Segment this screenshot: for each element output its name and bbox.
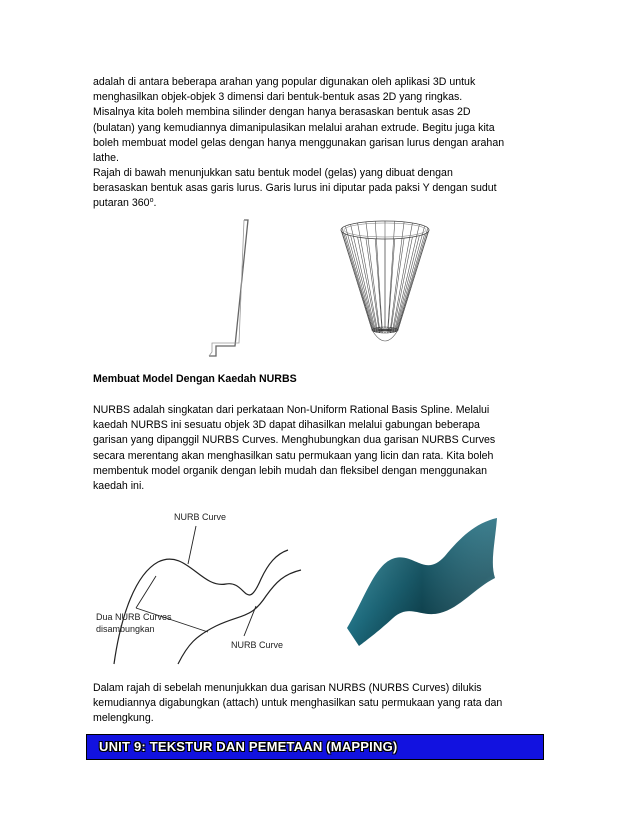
glass-wire	[345, 226, 373, 329]
profile-line	[209, 220, 248, 356]
text-line: secara merentang akan menghasilkan satu permukaan yang licin dan rata. Kita boleh	[93, 449, 494, 462]
paragraph-lathe-intro	[93, 75, 548, 166]
text-line: Dalam rajah di sebelah menunjukkan dua garisan NURBS (NURBS Curves) dilukis	[93, 682, 482, 694]
glass-wire	[397, 226, 425, 329]
text-line: adalah di antara beberapa arahan yang popular digunakan oleh aplikasi 3D untuk	[93, 76, 476, 88]
surface-shading	[347, 518, 497, 646]
leader-line-top	[188, 526, 196, 564]
glass-wire	[375, 239, 382, 333]
text-line: berasaskan bentuk asas garis lurus. Garis lurus ini diputar pada paksi Y dengan sudut	[93, 182, 497, 195]
unit-title: UNIT 9: TEKSTUR DAN PEMETAAN (MAPPING)	[99, 739, 398, 754]
profile-line-outline	[209, 220, 244, 356]
unit-heading-bar	[86, 734, 544, 760]
text-segment: putaran 360	[93, 197, 150, 210]
text-line: (bulatan) yang kemudiannya dimanipulasikan melalui arahan extrude. Begitu juga kita	[93, 121, 495, 134]
label-nurb-curve-top: NURB Curve	[174, 512, 227, 522]
label-joined: disambungkan	[96, 624, 155, 634]
text-segment: .	[153, 197, 157, 210]
text-line: membentuk model organik dengan lebih mudah dan fleksibel dengan menggunakan	[93, 464, 488, 477]
section-heading: Membuat Model Dengan Kaedah NURBS	[93, 373, 297, 385]
degree-superscript: o	[149, 197, 154, 205]
label-two-nurb-curves: Dua NURB Curves	[96, 612, 172, 622]
text-line: Misalnya kita boleh membina silinder dengan hanya berasaskan bentuk asas 2D	[93, 106, 471, 119]
text-line: melengkung.	[93, 712, 154, 725]
glass-wire	[341, 230, 372, 330]
lathe-profile-figure	[200, 218, 260, 360]
glass-wire	[398, 232, 428, 331]
text-line: kaedah NURBS ini sesuatu objek 3D dapat dihasilkan melalui gabungan beberapa	[93, 419, 480, 432]
text-line: NURBS adalah singkatan dari perkataan Non-Uniform Rational Basis Spline. Melalui	[93, 404, 490, 416]
leader-line-bottom	[244, 606, 256, 636]
paragraph-glass-model	[93, 166, 548, 213]
text-line: boleh membuat model gelas dengan hanya menggunakan garisan lurus dengan arahan	[93, 136, 505, 149]
text-line: menghasilkan objek-objek 3 dimensi dari bentuk-bentuk asas 2D yang ringkas.	[93, 91, 463, 104]
text-line: lathe.	[93, 152, 119, 165]
text-line: garisan yang dipanggil NURBS Curves. Menghubungkan dua garisan NURBS Curves	[93, 434, 496, 447]
text-line: Rajah di bawah menunjukkan satu bentuk model (gelas) yang dibuat dengan	[93, 167, 453, 179]
text-line	[93, 196, 548, 212]
text-line: kemudiannya digabungkan (attach) untuk menghasilkan satu permukaan yang rata dan	[93, 697, 503, 710]
paragraph-nurbs-definition	[93, 403, 548, 494]
label-nurb-curve-bottom: NURB Curve	[231, 640, 284, 650]
text-line: kaedah ini.	[93, 480, 145, 493]
nurbs-surface-figure	[345, 518, 500, 648]
nurb-curves-figure	[96, 504, 306, 669]
paragraph-nurbs-figure-caption	[93, 681, 548, 727]
wireframe-glass-figure	[330, 218, 440, 360]
glass-wire	[388, 239, 395, 333]
